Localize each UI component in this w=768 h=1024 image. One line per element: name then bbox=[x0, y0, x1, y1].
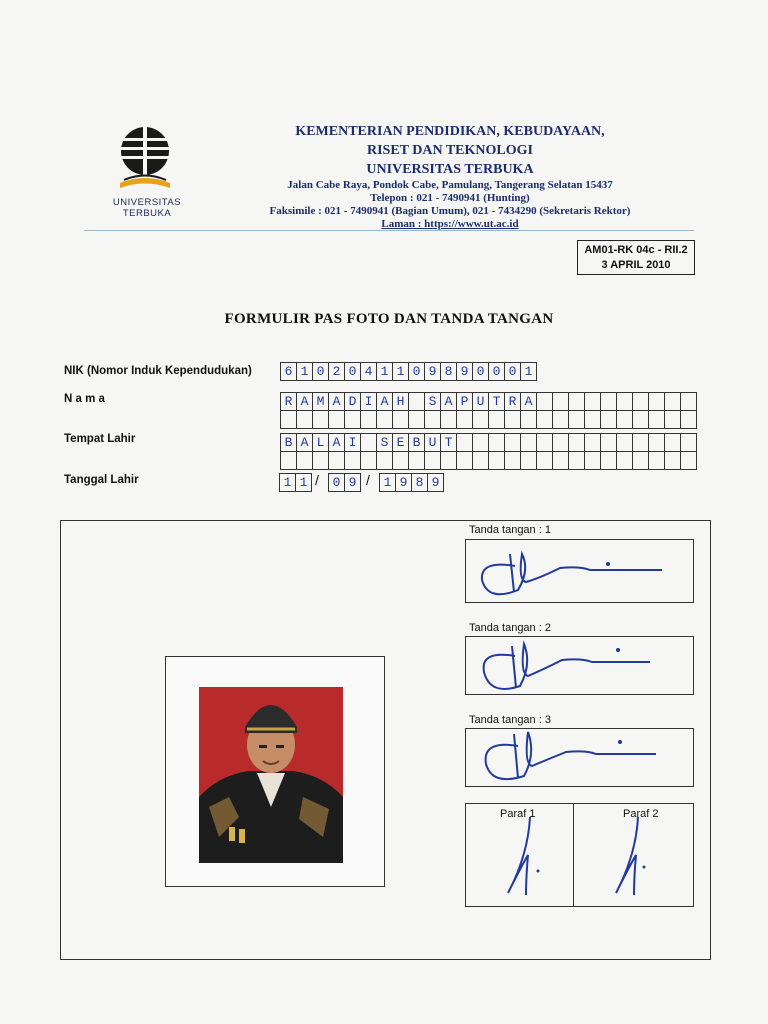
char-cell: 1 bbox=[297, 363, 313, 381]
char-cell bbox=[377, 411, 393, 429]
char-cell bbox=[409, 393, 425, 411]
birth-year-boxes bbox=[379, 473, 443, 492]
char-cell bbox=[553, 411, 569, 429]
tempat-lahir-label: Tempat Lahir bbox=[64, 433, 136, 445]
document-date: 3 APRIL 2010 bbox=[601, 259, 671, 271]
char-cell bbox=[665, 411, 681, 429]
char-cell: A bbox=[329, 434, 345, 452]
char-cell bbox=[617, 434, 633, 452]
date-digit-cell: 0 bbox=[328, 473, 345, 492]
nik-grid bbox=[280, 362, 537, 381]
char-cell bbox=[457, 434, 473, 452]
university-logo bbox=[110, 125, 180, 195]
char-cell bbox=[601, 434, 617, 452]
char-cell: P bbox=[457, 393, 473, 411]
char-cell bbox=[425, 452, 441, 470]
signature-label-2: Tanda tangan : 2 bbox=[469, 622, 551, 634]
char-cell bbox=[649, 434, 665, 452]
char-cell bbox=[281, 411, 297, 429]
char-cell bbox=[681, 452, 697, 470]
char-cell bbox=[329, 452, 345, 470]
char-cell: 9 bbox=[457, 363, 473, 381]
char-cell: 2 bbox=[329, 363, 345, 381]
signature-label-3: Tanda tangan : 3 bbox=[469, 714, 551, 726]
address: Jalan Cabe Raya, Pondok Cabe, Pamulang, Tangerang Selatan 15437 bbox=[287, 179, 613, 191]
char-cell: S bbox=[377, 434, 393, 452]
char-cell: A bbox=[297, 434, 313, 452]
char-cell bbox=[473, 411, 489, 429]
date-digit-cell: 1 bbox=[379, 473, 396, 492]
paraf-1-mark bbox=[500, 815, 550, 900]
char-cell bbox=[617, 452, 633, 470]
char-cell bbox=[553, 393, 569, 411]
char-cell bbox=[361, 434, 377, 452]
char-cell bbox=[281, 452, 297, 470]
nik-label: NIK (Nomor Induk Kependudukan) bbox=[64, 365, 252, 377]
char-cell: D bbox=[345, 393, 361, 411]
birth-month-boxes bbox=[328, 473, 360, 492]
char-cell bbox=[569, 452, 585, 470]
char-cell: 0 bbox=[345, 363, 361, 381]
char-cell: H bbox=[393, 393, 409, 411]
char-cell: 1 bbox=[377, 363, 393, 381]
char-cell bbox=[633, 434, 649, 452]
char-cell: T bbox=[441, 434, 457, 452]
char-cell bbox=[601, 411, 617, 429]
char-cell: 0 bbox=[505, 363, 521, 381]
letterhead bbox=[230, 122, 670, 231]
char-cell bbox=[537, 411, 553, 429]
char-cell bbox=[681, 434, 697, 452]
date-digit-cell: 9 bbox=[344, 473, 361, 492]
website: Laman : https://www.ut.ac.id bbox=[381, 218, 519, 230]
tanggal-lahir-label: Tanggal Lahir bbox=[64, 474, 139, 486]
signature-1 bbox=[470, 540, 670, 604]
char-cell: 0 bbox=[409, 363, 425, 381]
char-cell bbox=[649, 393, 665, 411]
char-cell: 0 bbox=[473, 363, 489, 381]
char-cell bbox=[505, 411, 521, 429]
char-cell bbox=[297, 452, 313, 470]
char-cell: 6 bbox=[281, 363, 297, 381]
date-digit-cell: 9 bbox=[395, 473, 412, 492]
char-cell: 9 bbox=[425, 363, 441, 381]
char-cell bbox=[601, 393, 617, 411]
char-cell: 8 bbox=[441, 363, 457, 381]
signature-label-1: Tanda tangan : 1 bbox=[469, 524, 551, 536]
char-cell bbox=[553, 452, 569, 470]
birth-day-boxes bbox=[279, 473, 311, 492]
char-cell: I bbox=[345, 434, 361, 452]
char-cell bbox=[569, 393, 585, 411]
char-cell bbox=[313, 452, 329, 470]
char-cell bbox=[457, 411, 473, 429]
char-cell: E bbox=[393, 434, 409, 452]
phone: Telepon : 021 - 7490941 (Hunting) bbox=[370, 192, 530, 204]
char-cell bbox=[313, 411, 329, 429]
char-cell bbox=[393, 411, 409, 429]
university-name: UNIVERSITAS TERBUKA bbox=[366, 162, 534, 177]
char-cell bbox=[441, 411, 457, 429]
char-cell: 1 bbox=[521, 363, 537, 381]
form-title: FORMULIR PAS FOTO DAN TANDA TANGAN bbox=[224, 311, 554, 327]
char-cell bbox=[681, 411, 697, 429]
char-cell bbox=[617, 411, 633, 429]
char-cell bbox=[457, 452, 473, 470]
char-cell bbox=[553, 434, 569, 452]
char-cell: A bbox=[329, 393, 345, 411]
fax: Faksimile : 021 - 7490941 (Bagian Umum), 021 - 7434290 (Sekretaris Rektor) bbox=[269, 205, 631, 217]
char-cell bbox=[521, 452, 537, 470]
char-cell bbox=[665, 452, 681, 470]
char-cell: A bbox=[521, 393, 537, 411]
nama-grid bbox=[280, 392, 697, 429]
char-cell: T bbox=[489, 393, 505, 411]
paraf-2-mark bbox=[608, 815, 658, 900]
char-cell bbox=[649, 452, 665, 470]
char-cell: 4 bbox=[361, 363, 377, 381]
char-cell: 0 bbox=[313, 363, 329, 381]
char-cell bbox=[489, 452, 505, 470]
ministry-line1: KEMENTERIAN PENDIDIKAN, KEBUDAYAAN, bbox=[295, 124, 605, 139]
char-cell: A bbox=[377, 393, 393, 411]
char-cell bbox=[505, 452, 521, 470]
char-cell: S bbox=[425, 393, 441, 411]
char-cell bbox=[585, 452, 601, 470]
char-cell bbox=[585, 434, 601, 452]
char-cell bbox=[537, 452, 553, 470]
char-cell bbox=[665, 434, 681, 452]
char-cell bbox=[601, 452, 617, 470]
date-digit-cell: 1 bbox=[279, 473, 296, 492]
tempat-lahir-grid bbox=[280, 433, 697, 470]
document-code-box bbox=[577, 240, 695, 275]
char-cell: B bbox=[409, 434, 425, 452]
char-cell: B bbox=[281, 434, 297, 452]
logo-caption: UNIVERSITAS TERBUKA bbox=[112, 197, 182, 219]
char-cell bbox=[617, 393, 633, 411]
char-cell bbox=[361, 411, 377, 429]
signature-3 bbox=[470, 720, 670, 790]
char-cell bbox=[473, 452, 489, 470]
signature-2 bbox=[470, 630, 670, 700]
paraf-1-label: Paraf 1 bbox=[500, 808, 536, 820]
char-cell bbox=[505, 434, 521, 452]
char-cell bbox=[377, 452, 393, 470]
char-cell bbox=[681, 393, 697, 411]
char-cell bbox=[361, 452, 377, 470]
char-cell: A bbox=[297, 393, 313, 411]
char-cell bbox=[345, 411, 361, 429]
char-cell: U bbox=[473, 393, 489, 411]
char-cell bbox=[521, 411, 537, 429]
nama-label: N a m a bbox=[64, 393, 105, 405]
char-cell bbox=[585, 393, 601, 411]
char-cell: I bbox=[361, 393, 377, 411]
char-cell: U bbox=[425, 434, 441, 452]
char-cell bbox=[393, 452, 409, 470]
char-cell bbox=[537, 393, 553, 411]
char-cell bbox=[537, 434, 553, 452]
paraf-divider bbox=[573, 803, 574, 907]
char-cell: R bbox=[505, 393, 521, 411]
char-cell bbox=[425, 411, 441, 429]
char-cell bbox=[633, 411, 649, 429]
char-cell bbox=[521, 434, 537, 452]
document-code: AM01-RK 04c - RII.2 bbox=[584, 244, 688, 256]
date-separator: / bbox=[366, 472, 370, 488]
char-cell bbox=[569, 411, 585, 429]
char-cell bbox=[441, 452, 457, 470]
char-cell bbox=[489, 411, 505, 429]
char-cell bbox=[585, 411, 601, 429]
ministry-line2: RISET DAN TEKNOLOGI bbox=[367, 143, 533, 158]
char-cell: M bbox=[313, 393, 329, 411]
char-cell bbox=[665, 393, 681, 411]
char-cell bbox=[329, 411, 345, 429]
char-cell bbox=[569, 434, 585, 452]
char-cell bbox=[297, 411, 313, 429]
char-cell bbox=[473, 434, 489, 452]
char-cell bbox=[345, 452, 361, 470]
char-cell: L bbox=[313, 434, 329, 452]
paraf-2-label: Paraf 2 bbox=[623, 808, 659, 820]
char-cell: R bbox=[281, 393, 297, 411]
char-cell bbox=[409, 452, 425, 470]
char-cell bbox=[633, 452, 649, 470]
date-digit-cell: 1 bbox=[295, 473, 312, 492]
char-cell: 0 bbox=[489, 363, 505, 381]
char-cell: 1 bbox=[393, 363, 409, 381]
header-divider bbox=[84, 230, 694, 231]
date-digit-cell: 8 bbox=[411, 473, 428, 492]
char-cell bbox=[649, 411, 665, 429]
date-separator: / bbox=[315, 472, 319, 488]
char-cell bbox=[633, 393, 649, 411]
char-cell: A bbox=[441, 393, 457, 411]
date-digit-cell: 9 bbox=[427, 473, 444, 492]
passport-photo bbox=[199, 687, 343, 863]
char-cell bbox=[489, 434, 505, 452]
char-cell bbox=[409, 411, 425, 429]
